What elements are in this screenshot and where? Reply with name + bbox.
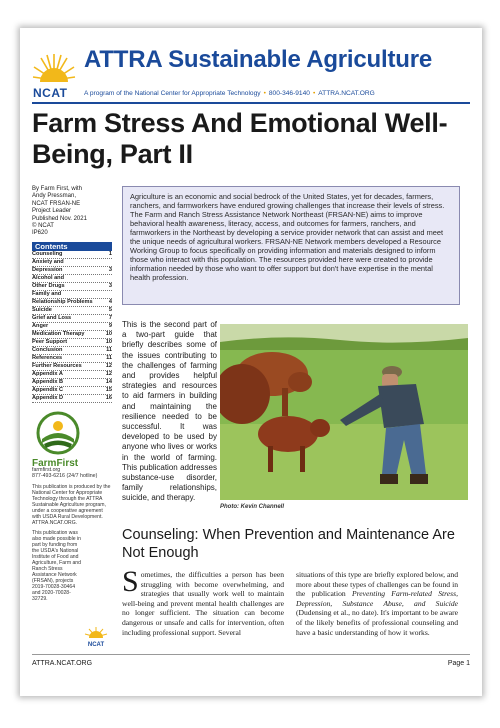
byline-line: Published Nov. 2021 [32,215,87,222]
toc-item-title: Appendix B [32,379,64,386]
toc-item-page: 5 [108,307,112,314]
toc-item[interactable] [32,347,112,355]
toc-item[interactable] [32,395,112,403]
toc-item[interactable] [32,387,112,395]
contents-heading: Contents [32,242,112,251]
toc-item[interactable] [32,291,112,299]
toc-item-page [111,275,112,282]
header-tagline [84,90,375,97]
toc-item-page: 3 [108,267,112,274]
toc-item[interactable] [32,363,112,371]
toc-item[interactable] [32,331,112,339]
brand-title: ATTRA Sustainable Agriculture [84,46,433,73]
byline-line: NCAT FRSAN-NE [32,200,81,207]
toc-item-title: Other Drugs [32,283,65,290]
toc-item-title: References [32,355,63,362]
body-column-left [122,565,284,637]
header-website-link[interactable]: ATTRA.NCAT.ORG [318,90,375,97]
toc-item[interactable] [32,251,112,259]
byline-line: Andy Pressman, [32,193,77,200]
toc-item-title: Anger [32,323,49,330]
toc-item-page: 1 [108,251,112,258]
toc-item[interactable] [32,283,112,291]
toc-item-page: 15 [105,387,112,394]
toc-item-title: Appendix A [32,371,63,378]
funding-note: This publication was also made possible in part by funding from the USDA's National Institute of Food and Agriculture, Farm and Ranch Stress Assistance Network (FRSAN), projects 2019-70028-30464 and 2020-70028-32729. [32,529,81,602]
photo-caption: Photo: Kevin Channell [220,504,285,510]
farmfirst-website-link[interactable]: farmfirst.org [32,467,61,474]
toc-item[interactable] [32,323,112,331]
document-title: Farm Stress And Emotional Well-Being, Part II [32,108,448,169]
toc-item[interactable] [32,379,112,387]
toc-item[interactable] [32,339,112,347]
toc-item-page: 11 [106,355,112,362]
funding-note: This publication is produced by the National Center for Appropriate Technology through the ATTRA Sustainable Agriculture program, under a cooperative agreement with USDA Rural Development. ATTRA.NCAT.ORG. [32,483,111,526]
separator-dot-icon: • [263,90,266,97]
toc-item-title: Alcohol and [32,275,65,282]
toc-item-title: Depression [32,267,63,274]
toc-item-title: Medication Therapy [32,331,85,338]
toc-item-title: Suicide [32,307,52,314]
toc-item-title: Anxiety and [32,259,64,266]
toc-item-title: Peer Support [32,339,68,346]
table-of-contents [32,251,112,403]
byline-line: By Farm First, with [32,186,83,192]
footer-rule [32,654,470,655]
toc-item[interactable] [32,307,112,315]
farmfirst-logo-icon [36,411,80,455]
toc-item-page: 12 [105,363,112,370]
ncat-wordmark: NCAT [33,86,68,100]
abstract-box: Agriculture is an economic and social bedrock of the United States, yet for decades, farmers, ranchers, and farmworkers have endured growing challenges that increase their levels of stress. The Farm and Ranch Stress Assistance Network Northeast (FRSAN-NE) aims to improve behavioral health awareness, literacy, access, and outcomes for farmers, ranchers, and farmworkers in the Northeast by developing a service provider network that can assist and meet the unique needs of agricultural workers. FRSAN-NE Network members developed a Resource Working Group to focus specifically on providing information and materials designed to inform those who interact with this population. The resources provided here were created to provide information needed by those who want to offer support but don't have expertise in the mental health profession. [122,186,460,305]
toc-item[interactable] [32,371,112,379]
intro-paragraph: This is the second part of a two-part guide that briefly describes some of the issues contributing to the challenges of farming and provides helpful strategies and resources to aid farmers in building and maintaining the resilience needed to be successful. It was developed to be used by anyone who lives or works in the world of farming. This publication addresses substance-use disorder, family relationships, suicide, and therapy. [122,320,217,503]
byline-line: © NCAT [32,223,54,230]
body-column-right [296,570,458,637]
toc-item-page: 9 [108,323,112,330]
farmfirst-hotline: 877-493-6216 (24/7 hotline) [32,473,98,480]
toc-item[interactable] [32,267,112,275]
toc-item-title: Appendix C [32,387,64,394]
byline-line: Project Leader [32,208,72,215]
toc-item-title: Relationship Problems [32,299,93,306]
toc-item-title: Counseling [32,251,63,258]
toc-item-page: 10 [105,339,112,346]
toc-item-title: Grief and Loss [32,315,72,322]
toc-item-page: 10 [105,331,112,338]
farmer-with-cattle-photo [220,324,468,500]
publication-title: Preventing Farm-related Stress, Depression, Substance Abuse, and Suicide [296,589,458,608]
byline-line: IP620 [32,230,48,237]
byline [32,186,112,238]
toc-item-page: 11 [106,347,112,354]
left-sidebar [32,186,112,602]
toc-item[interactable] [32,355,112,363]
toc-item-title: Conclusion [32,347,63,354]
toc-item[interactable] [32,315,112,323]
toc-item-title: Appendix D [32,395,64,402]
toc-item[interactable] [32,259,112,267]
toc-item-page: 16 [105,395,112,402]
toc-item-page: 3 [108,283,112,290]
section-heading: Counseling: When Prevention and Maintenance Are Not Enough [122,527,455,561]
footer-website-link[interactable]: ATTRA.NCAT.ORG [32,660,93,667]
document-page [20,28,482,696]
toc-item[interactable] [32,299,112,307]
toc-item-page: 12 [105,371,112,378]
body-text: situations of this type are briefly explored below, and more about these types of challenges can be found in the publication [296,570,458,599]
toc-item-page [111,291,112,298]
header-rule [32,102,470,104]
body-text: (Dudensing et al., no date). It's important to be aware of the likely benefits of professional counseling and have a basic understanding of how it works. [296,608,458,637]
tagline-text: A program of the National Center for Appropriate Technology [84,90,261,97]
toc-item[interactable] [32,275,112,283]
body-text: ometimes, the difficulties a person has been struggling with become overwhelming, and strategies that usually work well to maintain well-being and prevent mental health challenges are no longer sufficient. The situation can become dangerous or unsafe and calls for intervention, often including professional support. Several [122,570,284,637]
toc-item-page: 4 [108,299,112,306]
toc-item-title: Further Resources [32,363,82,370]
page-number: Page 1 [447,660,470,667]
header-phone: 800-346-9140 [268,90,310,97]
toc-item-page [111,259,112,266]
toc-item-title: Family and [32,291,62,298]
svg-text:NCAT: NCAT [87,642,105,647]
farmfirst-name: FarmFirst [32,457,79,469]
separator-dot-icon: • [312,90,316,97]
toc-item-page: 7 [108,315,112,322]
toc-item-page: 14 [105,379,112,386]
dropcap: S [122,565,139,598]
ncat-footer-logo-icon [82,625,110,647]
